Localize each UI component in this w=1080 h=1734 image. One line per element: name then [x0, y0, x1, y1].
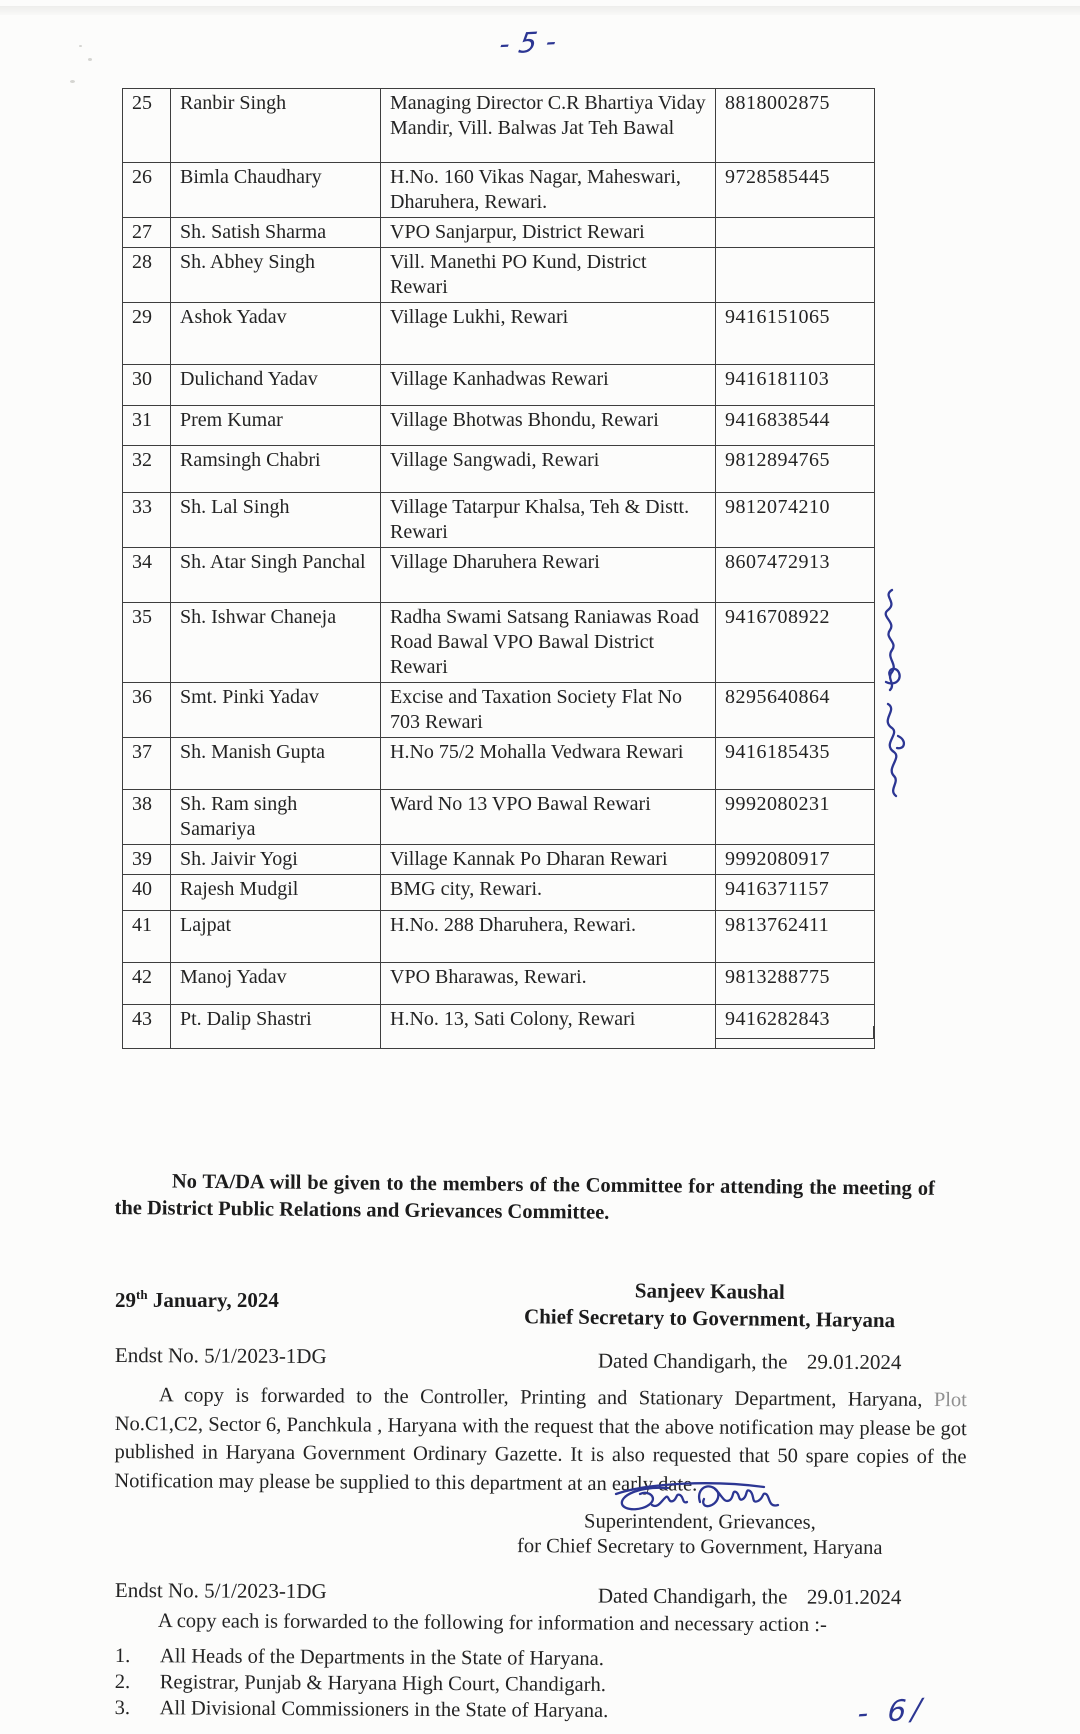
row-number-cell: 29 [123, 303, 171, 365]
member-address-cell: H.No 75/2 Mohalla Vedwara Rewari [381, 738, 716, 790]
table-row [123, 493, 875, 548]
member-name-cell: Sh. Jaivir Yogi [171, 845, 381, 875]
row-number-cell: 34 [123, 548, 171, 603]
member-address-cell: Village Lukhi, Rewari [381, 303, 716, 365]
table-row [123, 89, 875, 163]
member-name-cell: Smt. Pinki Yadav [171, 683, 381, 738]
table-row [123, 790, 875, 845]
row-number-cell: 26 [123, 163, 171, 218]
row-number-cell: 36 [123, 683, 171, 738]
row-number-cell: 30 [123, 365, 171, 406]
recipient-text: All Divisional Commissioners in the State of Haryana. [159, 1697, 609, 1723]
member-phone-cell: 9992080231 [716, 790, 875, 845]
member-address-cell: Village Bhotwas Bhondu, Rewari [381, 406, 716, 446]
members-table-body [123, 89, 875, 1049]
table-row [123, 963, 875, 1005]
endst-ref: Endst No. 5/1/2023-1DG [114, 1578, 327, 1604]
page-number-handwritten-top: -5- [497, 24, 568, 61]
member-phone-cell: 9813288775 [716, 963, 875, 1005]
member-address-cell: Village Sangwadi, Rewari [381, 446, 716, 493]
row-number-cell: 42 [123, 963, 171, 1005]
member-address-cell: Managing Director C.R Bhartiya Viday Mandir, Vill. Balwas Jat Teh Bawal [381, 89, 716, 163]
member-address-cell: Village Kannak Po Dharan Rewari [381, 845, 716, 875]
committee-members-table-wrap [122, 88, 875, 1049]
forward-text-b: No.C1,C2, Sector 6, Panchkula , Haryana with the request that the above notification may please be got published in Haryana Government Ordinary Gazette. It is also requested that 50 spare copies of the Notification may please be supplied to this department at an early date. [114, 1412, 967, 1496]
recipient-number: 3. [114, 1696, 131, 1720]
date-line [115, 1287, 279, 1313]
forward-text-faded: Plot [933, 1389, 967, 1412]
member-address-cell: Ward No 13 VPO Bawal Rewari [381, 790, 716, 845]
page-number-handwritten-bottom: - 6/ [856, 1691, 928, 1731]
row-number-cell: 28 [123, 248, 171, 303]
member-phone-cell: 9416708922 [716, 603, 875, 683]
table-row [123, 738, 875, 790]
member-phone-cell: 9416838544 [716, 406, 875, 446]
member-name-cell: Sh. Abhey Singh [171, 248, 381, 303]
recipient-text: Registrar, Punjab & Haryana High Court, Chandigarh. [159, 1671, 606, 1696]
signed-block [500, 1509, 900, 1561]
member-name-cell: Rajesh Mudgil [171, 875, 381, 911]
member-name-cell: Sh. Lal Singh [171, 493, 381, 548]
member-name-cell: Sh. Satish Sharma [171, 218, 381, 248]
row-number-cell: 43 [123, 1005, 171, 1049]
member-phone-cell [716, 248, 875, 303]
scan-edge-artifact [0, 6, 1080, 15]
row-number-cell: 27 [123, 218, 171, 248]
endst-ref: Endst No. 5/1/2023-1DG [114, 1343, 327, 1369]
officer-signblock [504, 1276, 915, 1334]
member-name-cell: Bimla Chaudhary [171, 163, 381, 218]
member-phone-cell: 8607472913 [716, 548, 875, 603]
officer-name: Sanjeev Kaushal [634, 1278, 785, 1304]
table-row [123, 406, 875, 446]
member-address-cell: Village Tatarpur Khalsa, Teh & Distt. Rewari [381, 493, 716, 548]
signed-title: Superintendent, Grievances, [584, 1510, 816, 1534]
member-name-cell: Sh. Manish Gupta [171, 738, 381, 790]
member-address-cell: Vill. Manethi PO Kund, District Rewari [381, 248, 716, 303]
member-name-cell: Prem Kumar [171, 406, 381, 446]
margin-annotation-scribble [868, 586, 914, 801]
forward-paragraph [114, 1381, 967, 1500]
member-phone-cell: 9728585445 [716, 163, 875, 218]
table-row [123, 163, 875, 218]
note-paragraph: No TA/DA will be given to the members of the Committee for attending the meeting of the District Public Relations and Grievances Committee. [114, 1170, 935, 1224]
member-phone-cell: 8295640864 [716, 683, 875, 738]
member-name-cell: Pt. Dalip Shastri [171, 1005, 381, 1049]
row-number-cell: 40 [123, 875, 171, 911]
member-address-cell: VPO Sanjarpur, District Rewari [381, 218, 716, 248]
member-phone-cell: 9416185435 [716, 738, 875, 790]
date-day: 29 [115, 1288, 136, 1312]
member-phone-cell: 9992080917 [716, 845, 875, 875]
member-name-cell: Lajpat [171, 911, 381, 963]
table-row [123, 365, 875, 406]
dated-label: Dated Chandigarh, the [597, 1583, 788, 1609]
member-phone-cell [716, 218, 875, 248]
table-row [123, 911, 875, 963]
member-name-cell: Manoj Yadav [171, 963, 381, 1005]
member-address-cell: Village Kanhadwas Rewari [381, 365, 716, 406]
member-phone-cell: 9416181103 [716, 365, 875, 406]
scan-speck [88, 58, 92, 61]
member-phone-cell: 9416282843 [716, 1005, 875, 1049]
date-rest: January, 2024 [147, 1288, 279, 1312]
member-address-cell: VPO Bharawas, Rewari. [381, 963, 716, 1005]
table-row [123, 548, 875, 603]
row-number-cell: 38 [123, 790, 171, 845]
table-row [123, 603, 875, 683]
recipient-item [115, 1670, 975, 1700]
table-row [123, 248, 875, 303]
row-number-cell: 37 [123, 738, 171, 790]
member-address-cell: Village Dharuhera Rewari [381, 548, 716, 603]
date-value: 29.01.2024 [806, 1349, 902, 1375]
forward-each-line: A copy each is forwarded to the following for information and necessary action :- [157, 1610, 827, 1637]
member-phone-cell: 9416371157 [716, 875, 875, 911]
member-name-cell: Sh. Ishwar Chaneja [171, 603, 381, 683]
table-row [123, 218, 875, 248]
recipient-number: 2. [114, 1670, 131, 1694]
phone-column-scan-offset [715, 1026, 874, 1039]
table-row [123, 683, 875, 738]
row-number-cell: 39 [123, 845, 171, 875]
table-row [123, 875, 875, 911]
row-number-cell: 25 [123, 89, 171, 163]
scan-speck [70, 80, 75, 83]
member-phone-cell: 9812894765 [716, 446, 875, 493]
member-address-cell: H.No. 288 Dharuhera, Rewari. [381, 911, 716, 963]
table-row [123, 845, 875, 875]
member-address-cell: H.No. 13, Sati Colony, Rewari [381, 1005, 716, 1049]
member-name-cell: Sh. Atar Singh Panchal [171, 548, 381, 603]
member-address-cell: BMG city, Rewari. [381, 875, 716, 911]
member-phone-cell: 9813762411 [716, 911, 875, 963]
member-name-cell: Dulichand Yadav [171, 365, 381, 406]
date-ordinal: th [136, 1287, 148, 1302]
member-name-cell: Ramsingh Chabri [171, 446, 381, 493]
member-name-cell: Sh. Ram singh Samariya [171, 790, 381, 845]
recipient-number: 1. [114, 1645, 131, 1668]
date-value: 29.01.2024 [806, 1584, 902, 1610]
recipient-item [115, 1644, 975, 1674]
forward-text-a: A copy is forwarded to the Controller, Printing and Stationary Department, Haryana, [158, 1384, 923, 1411]
table-row [123, 303, 875, 365]
scan-speck [79, 45, 82, 47]
dated-label: Dated Chandigarh, the [597, 1348, 788, 1374]
row-number-cell: 32 [123, 446, 171, 493]
member-name-cell: Ashok Yadav [171, 303, 381, 365]
committee-members-table [122, 88, 875, 1049]
endorsement-2-line [115, 1578, 975, 1611]
member-phone-cell: 9812074210 [716, 493, 875, 548]
row-number-cell: 35 [123, 603, 171, 683]
endorsement-1-line [115, 1343, 975, 1376]
signed-for: for Chief Secretary to Government, Haryana [517, 1535, 883, 1560]
table-row [123, 446, 875, 493]
member-address-cell: Radha Swami Satsang Raniawas Road Road Bawal VPO Bawal District Rewari [381, 603, 716, 683]
row-number-cell: 41 [123, 911, 171, 963]
member-phone-cell: 8818002875 [716, 89, 875, 163]
recipient-text: All Heads of the Departments in the State of Haryana. [159, 1645, 605, 1670]
officer-title: Chief Secretary to Government, Haryana [523, 1304, 896, 1333]
member-address-cell: H.No. 160 Vikas Nagar, Maheswari, Dharuhera, Rewari. [381, 163, 716, 218]
member-address-cell: Excise and Taxation Society Flat No 703 Rewari [381, 683, 716, 738]
member-phone-cell: 9416151065 [716, 303, 875, 365]
recipients-list [115, 1644, 975, 1727]
recipient-item [115, 1696, 975, 1726]
member-name-cell: Ranbir Singh [171, 89, 381, 163]
row-number-cell: 31 [123, 406, 171, 446]
row-number-cell: 33 [123, 493, 171, 548]
